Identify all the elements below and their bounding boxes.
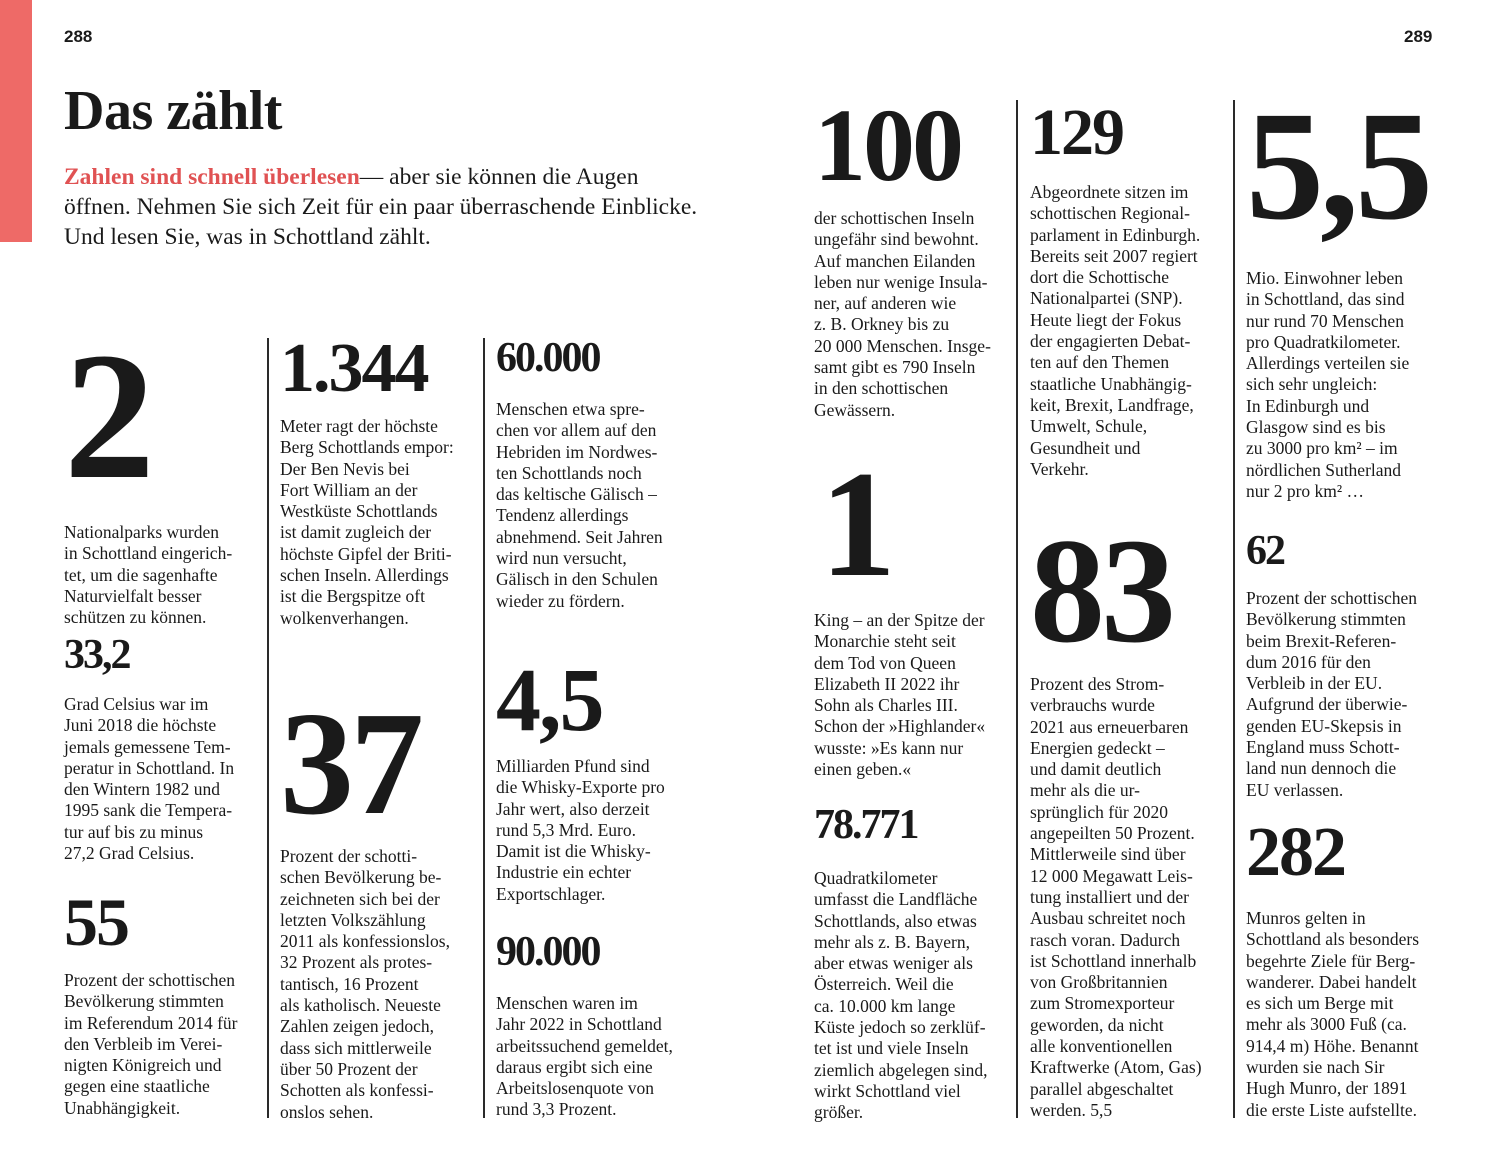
chapter-accent-bar [0,0,32,242]
fact-number: 282 [1246,814,1345,891]
fact-text: der schottischen Inseln ungefähr sind bewohnt. Auf manchen Eilanden leben nur wenige Insula- ner, auf anderen wie z. B. Orkney bis zu 20 000 Menschen. Insge- samt gibt es 790 Inseln in den schottischen Gewässern. [814,208,991,420]
fact-parliament [1030,96,1230,480]
fact-text: Mio. Einwohner leben in Schottland, das sind nur rund 70 Menschen pro Quadratkilometer. Allerdings verteilen sie sich sehr ungleich: In Edinburgh und Glasgow sind es bis zu 3000 pro km² – im nördlichen Sutherland nur 2 pro km² … [1246,268,1410,501]
fact-national-parks [64,316,264,628]
fact-number: 100 [814,88,961,203]
fact-number: 1.344 [280,330,428,407]
fact-number: 5,5 [1246,79,1429,252]
fact-number: 62 [1246,528,1284,574]
column-divider [267,338,269,1118]
fact-text: King – an der Spitze der Monarchie steht seit dem Tod von Queen Elizabeth II 2022 ihr Sohn als Charles III. Schon der »Highlander« wusste: »Es kann nur einen geben.« [814,610,986,780]
fact-number: 90.000 [496,929,600,975]
fact-text: Menschen waren im Jahr 2022 in Schottland arbeitssuchend gemeldet, daraus ergibt sich eine Arbeitslosenquote von rund 3,3 Prozent. [496,993,673,1120]
fact-number: 37 [280,682,420,846]
fact-number: 1 [820,440,894,608]
fact-ben-nevis [280,330,480,629]
fact-population [1246,79,1476,502]
column-divider [1233,100,1235,1118]
fact-text: Menschen etwa spre- chen vor allem auf den Hebriden im Nordwes- ten Schottlands noch das keltische Gälisch – Tendenz allerdings abnehmend. Seit Jahren wird nun versucht, Gälisch in den Schulen wieder zu fördern. [496,399,663,611]
page-title: Das zählt [64,80,282,142]
fact-text: Prozent des Strom- verbrauchs wurde 2021 aus erneuerbaren Energien gedeckt – und damit deutlich mehr als die ur- sprünglich für 2020 angepeilten 50 Prozent. Mittlerweile sind über 12 000 Megawatt Leis- tung installiert und der Ausbau schreitet noch rasch voran. Dadurch ist Schottland innerhalb von Großbritannien zum Stromexporteur geworden, da nicht alle konventionellen Kraftwerke (Atom, Gas) parallel abgeschaltet werden. 5,5 [1030,674,1202,1120]
fact-number: 2 [64,316,151,517]
fact-number: 129 [1030,96,1123,169]
fact-brexit [1246,530,1476,801]
fact-temperature [64,634,264,864]
intro-rest: — aber sie können die Augen öffnen. Nehmen Sie sich Zeit für ein paar überraschende Einblicke. Und lesen Sie, was in Schottland zählt. [64,164,698,250]
fact-number: 60.000 [496,335,600,381]
intro-paragraph [64,162,704,252]
fact-number: 4,5 [496,651,603,750]
fact-number: 33,2 [64,632,130,678]
intro-lead: Zahlen sind schnell überlesen [64,164,360,190]
page-number-left: 288 [64,27,93,46]
fact-inhabited-islands [814,88,1014,421]
fact-referendum-2014 [64,884,264,1119]
fact-text: Abgeordnete sitzen im schottischen Regional- parlament in Edinburgh. Bereits seit 2007 regiert dort die Schottische Nationalpartei (SNP). Heute liegt der Fokus der engagierten Debat- ten auf den Themen staatliche Unabhängig- keit, Brexit, Landfrage, Umwelt, Schule, Gesundheit und Verkehr. [1030,182,1201,479]
fact-text: Meter ragt der höchste Berg Schottlands empor: Der Ben Nevis bei Fort William an der Westküste Schottlands ist damit zugleich der höchste Gipfel der Briti- schen Inseln. Allerdings ist die Bergspitze oft wolkenverhangen. [280,416,454,628]
fact-whisky-exports [496,651,696,905]
fact-text: Grad Celsius war im Juni 2018 die höchste jemals gemessene Tem- peratur in Schottland. In den Wintern 1982 und 1995 sank die Tempera- tur auf bis zu minus 27,2 Grad Celsius. [64,694,235,864]
page-number-right: 289 [1404,27,1433,46]
fact-text: Prozent der schottischen Bevölkerung stimmten im Referendum 2014 für den Verbleib im Verei- nigten Königreich und gegen eine staatliche Unabhängigkeit. [64,970,238,1118]
fact-text: Munros gelten in Schottland als besonders begehrte Ziele für Berg- wanderer. Dabei handelt es sich um Berge mit mehr als 3000 Fuß (ca. 914,4 m) Höhe. Benannt wurden sie nach Sir Hugh Munro, der 1891 die erste Liste aufstellte. [1246,908,1420,1120]
fact-gaelic [496,337,696,612]
fact-number: 55 [64,884,128,960]
fact-number: 83 [1030,508,1172,674]
fact-text: Prozent der schotti- schen Bevölkerung be- zeichneten sich bei der letzten Volkszählung 2011 als konfessionslos, 32 Prozent als protes- tantisch, 16 Prozent als katholisch. Neueste Zahlen zeigen jedoch, dass sich mittlerweile über 50 Prozent der Schotten als konfessi- onslos sehen. [280,846,450,1122]
fact-munros [1246,814,1476,1121]
column-divider [483,338,485,1118]
fact-text: Nationalparks wurden in Schottland eingerich- tet, um die sagenhafte Naturvielfalt besser schützen zu können. [64,522,233,628]
fact-king [814,440,1014,780]
fact-renewable-energy [1030,508,1230,1121]
fact-unemployment [496,931,696,1121]
column-divider [1016,100,1018,1118]
fact-number: 78.771 [814,802,918,848]
fact-text: Prozent der schottischen Bevölkerung stimmten beim Brexit-Referen- dum 2016 für den Verbleib in der EU. Aufgrund der überwie- genden EU-Skepsis in England muss Schott- land nun dennoch die EU verlassen. [1246,588,1418,800]
fact-text: Quadratkilometer umfasst die Landfläche Schottlands, also etwas mehr als z. B. Bayern, aber etwas weniger als Österreich. Weil die ca. 10.000 km lange Küste jedoch so zerklüf- tet ist und viele Inseln ziemlich abgelegen sind, wirkt Schottland viel größer. [814,868,988,1123]
fact-land-area [814,804,1014,1124]
fact-religion [280,682,480,1123]
fact-text: Milliarden Pfund sind die Whisky-Exporte pro Jahr wert, also derzeit rund 5,3 Mrd. Euro. Damit ist die Whisky- Industrie ein echter Exportschlager. [496,756,665,904]
